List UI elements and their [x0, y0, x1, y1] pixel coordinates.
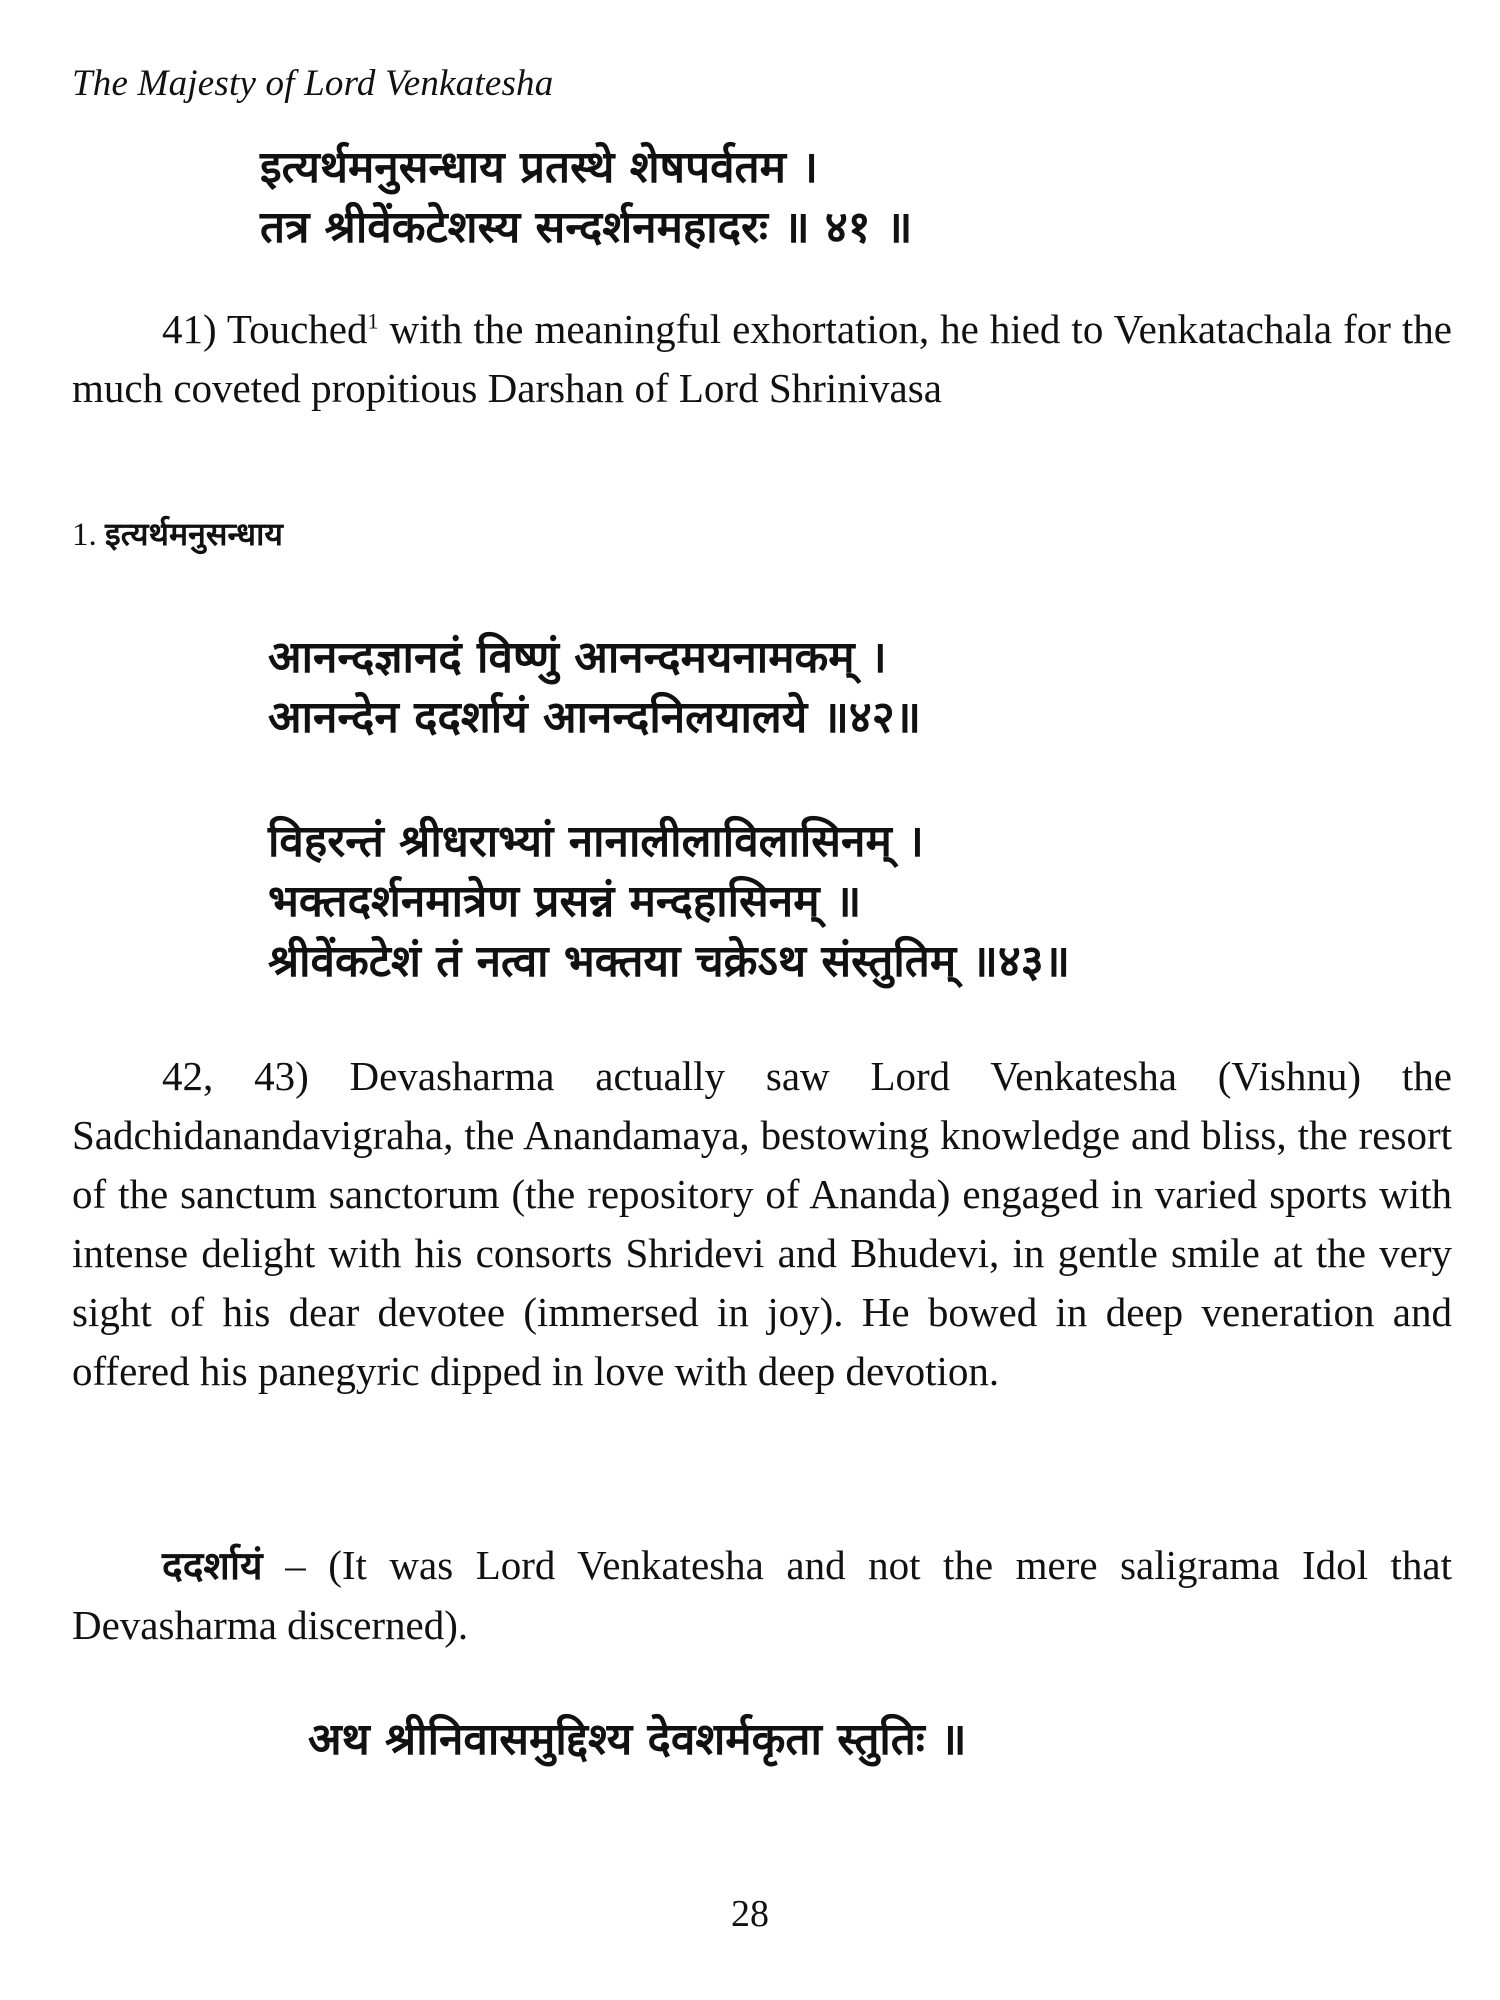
verse-line: विहरन्तं श्रीधराभ्यां नानालीलाविलासिनम् ।	[268, 816, 924, 867]
verse-line: तत्र श्रीवेंकटेशस्य सन्दर्शनमहादरः ॥ ४१ ॥	[260, 202, 913, 253]
translation-paragraph-41	[72, 300, 1452, 418]
verse-43	[268, 812, 1070, 992]
footnote-number: 1.	[72, 517, 97, 553]
verse-42	[268, 628, 921, 748]
verse-line: इत्यर्थमनुसन्धाय प्रतस्थे शेषपर्वतम ।	[260, 142, 818, 193]
footnote-marker: 1	[367, 308, 379, 334]
translation-paragraph-42-43	[72, 1047, 1452, 1401]
verse-line: श्रीवेंकटेशं तं नत्वा भक्तया चक्रेऽथ संस्तुतिम् ॥४३॥	[268, 936, 1070, 987]
verse-line: आनन्देन ददर्शायं आनन्दनिलयालये ॥४२॥	[268, 692, 922, 743]
footnote	[72, 512, 283, 555]
footnote-text: इत्यर्थमनुसन्धाय	[105, 515, 283, 553]
note-text: – (It was Lord Venkatesha and not the mere saligrama Idol that Devasharma discerned).	[72, 1542, 1452, 1648]
note-paragraph	[72, 1536, 1452, 1655]
verse-line: भक्तदर्शनमात्रेण प्रसन्नं मन्दहासिनम् ॥	[268, 876, 862, 927]
paragraph-text: 42, 43) Devasharma actually saw Lord Venkatesha (Vishnu) the Sadchidanandavigraha, the Anandamaya, bestowing knowledge and bliss, the resort of the sanctum sanctorum (the repository of Ananda) engaged in varied sports with intense delight with his consorts Shridevi and Bhudevi, in gentle smile at the very sight of his dear devotee (immersed in joy). He bowed in deep veneration and offered his panegyric dipped in love with deep devotion.	[72, 1053, 1452, 1394]
note-term: ददर्शायं	[162, 1544, 263, 1589]
paragraph-prefix: 41) Touched	[162, 306, 368, 352]
verse-41	[260, 138, 912, 258]
paragraph-text: with the meaningful exhortation, he hied to Venkatachala for the much coveted propitious Darshan of Lord Shrinivasa	[72, 306, 1452, 411]
running-header: The Majesty of Lord Venkatesha	[72, 63, 554, 104]
closing-line	[308, 1710, 966, 1770]
closing-line-text: अथ श्रीनिवासमुद्दिश्य देवशर्मकृता स्तुतिः ॥	[308, 1714, 967, 1765]
verse-line: आनन्दज्ञानदं विष्णुं आनन्दमयनामकम् ।	[268, 632, 887, 683]
page-number: 28	[731, 1893, 769, 1935]
